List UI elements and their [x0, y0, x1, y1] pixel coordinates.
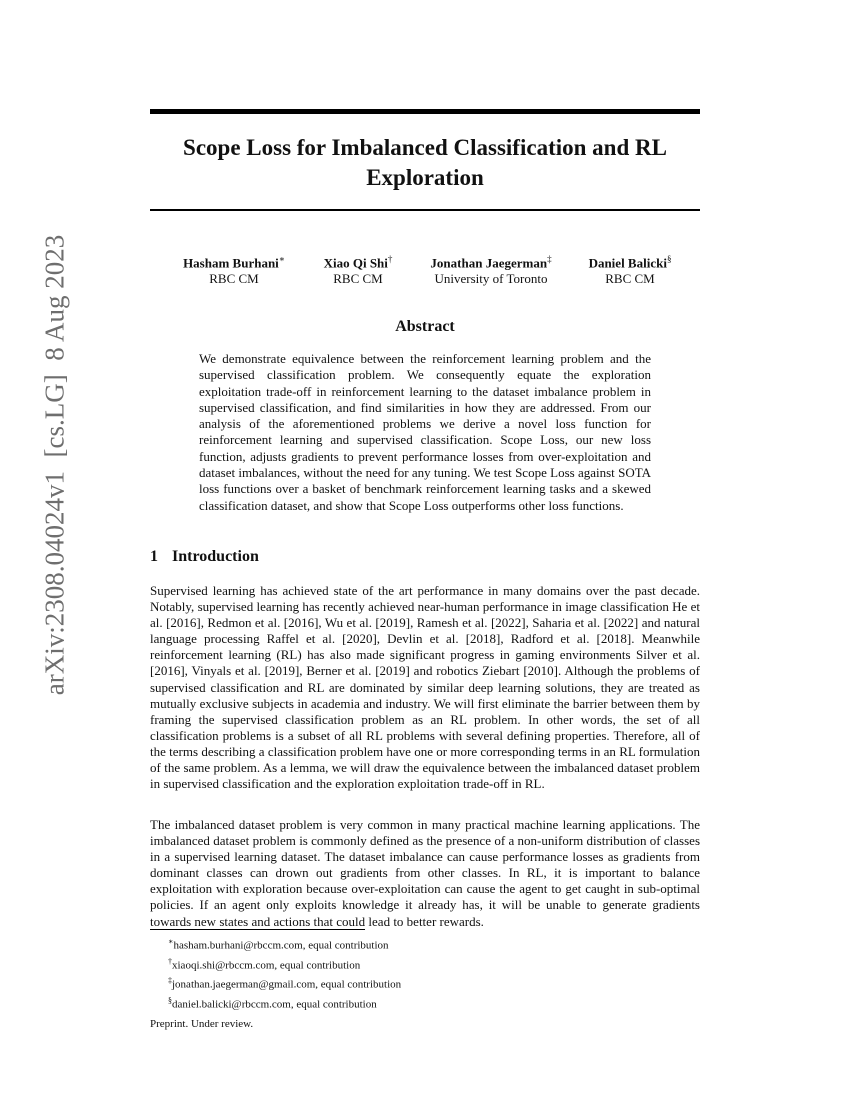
abstract-heading: Abstract: [395, 318, 455, 335]
author-name: Daniel Balicki: [588, 255, 667, 271]
title-top-rule: [150, 109, 700, 114]
author-name: Hasham Burhani: [183, 255, 279, 271]
footnote-mark: †: [168, 956, 172, 966]
author-block: [172, 251, 296, 287]
footnote-mark: †: [387, 254, 393, 264]
abstract-text: We demonstrate equivalence between the reinforcement learning problem and the supervised classification problem. We consequently equate the exploration exploitation trade-off in reinforcement learning to the dataset imbalance problem in supervised classification, and find similarities in how they are addressed. From our analysis of the aforementioned problems we derive a novel loss function for reinforcement learning and supervised classification. Scope Loss, our new loss function, adjusts gradients to prevent performance losses from over-exploitation and dataset imbalances, without the need for any tuning. We test Scope Loss against SOTA loss functions over a basket of benchmark reinforcement learning tasks and a skewed classification dataset, and show that Scope Loss outperforms other loss functions.: [199, 351, 651, 513]
author-block: [578, 251, 682, 287]
footnote-mark: ‡: [168, 976, 172, 986]
section-title: Introduction: [172, 548, 259, 565]
arxiv-identifier: arXiv:2308.04024v1 [cs.LG] 8 Aug 2023: [39, 234, 70, 696]
footnote-mark: §: [168, 995, 172, 1005]
author-name: Jonathan Jaegerman: [430, 255, 548, 271]
author-block: [418, 251, 564, 287]
title-bottom-rule: [150, 209, 700, 211]
body-paragraph: The imbalanced dataset problem is very common in many practical machine learning applications. The imbalanced dataset problem is commonly defined as the presence of a non-uniform distribution of classes in a supervised learning dataset. The dataset imbalance can cause performance losses as gradients from dominant classes can drown out gradients from other classes. In RL, it is important to balance exploitation with exploration because over-exploitation can cause the agent to get caught in sub-optimal policies. If an agent only exploits knowledge it already has, it will be unable to generate gradients towards new states and actions that could lead to better rewards.: [150, 817, 700, 929]
section-number: 1: [150, 548, 158, 565]
footnote-mark: ∗: [278, 254, 285, 264]
footnotes: [168, 934, 401, 1013]
paper-title: Scope Loss for Imbalanced Classification and RL Exploration: [183, 135, 667, 190]
section-heading: [150, 548, 259, 566]
author-name: Xiao Qi Shi: [323, 255, 388, 271]
preprint-note: Preprint. Under review.: [150, 1018, 254, 1030]
author-affiliation: University of Toronto: [434, 271, 548, 287]
author-affiliation: RBC CM: [209, 271, 259, 287]
author-affiliation: RBC CM: [333, 271, 383, 287]
footnote-text: daniel.balicki@rbccm.com, equal contribution: [172, 998, 377, 1011]
footnote-mark: ∗: [168, 937, 174, 946]
footnote: [168, 934, 401, 954]
footnote: [168, 973, 401, 993]
footnote-text: hasham.burhani@rbccm.com, equal contribution: [173, 939, 389, 952]
footnote-mark: §: [666, 254, 672, 264]
author-affiliation: RBC CM: [605, 271, 655, 287]
footnote-rule: [150, 929, 365, 930]
footnote-mark: ‡: [547, 254, 552, 264]
author-block: [310, 251, 406, 287]
footnote: [168, 954, 401, 974]
footnote-text: xiaoqi.shi@rbccm.com, equal contribution: [172, 959, 361, 972]
footnote-text: jonathan.jaegerman@gmail.com, equal contribution: [172, 978, 402, 991]
body-paragraph: Supervised learning has achieved state of the art performance in many domains over the past decade. Notably, supervised learning has recently achieved near-human performance in image classification He et al. [2016], Redmon et al. [2016], Wu et al. [2019], Ramesh et al. [2022], Saharia et al. [2022] and natural language processing Raffel et al. [2020], Devlin et al. [2018], Radford et al. [2018]. Meanwhile reinforcement learning (RL) has also made significant progress in gaming environments Silver et al. [2016], Vinyals et al. [2019], Berner et al. [2019] and robotics Ziebart [2010]. Although the problems of supervised classification and RL are dominated by similar deep learning solutions, they are treated as mutually exclusive subjects in academia and industry. We will first eliminate the barrier between them by framing the supervised classification problem as an RL problem. In other words, the set of all classification problems is a subset of all RL problems with several defining properties. Therefore, all of the terms describing a classification problem have one or more corresponding terms in an RL formulation of the same problem. As a lemma, we will draw the equivalence between the imbalanced dataset problem in supervised classification and the exploration exploitation trade-off in RL.: [150, 583, 700, 792]
footnote: [168, 993, 401, 1013]
